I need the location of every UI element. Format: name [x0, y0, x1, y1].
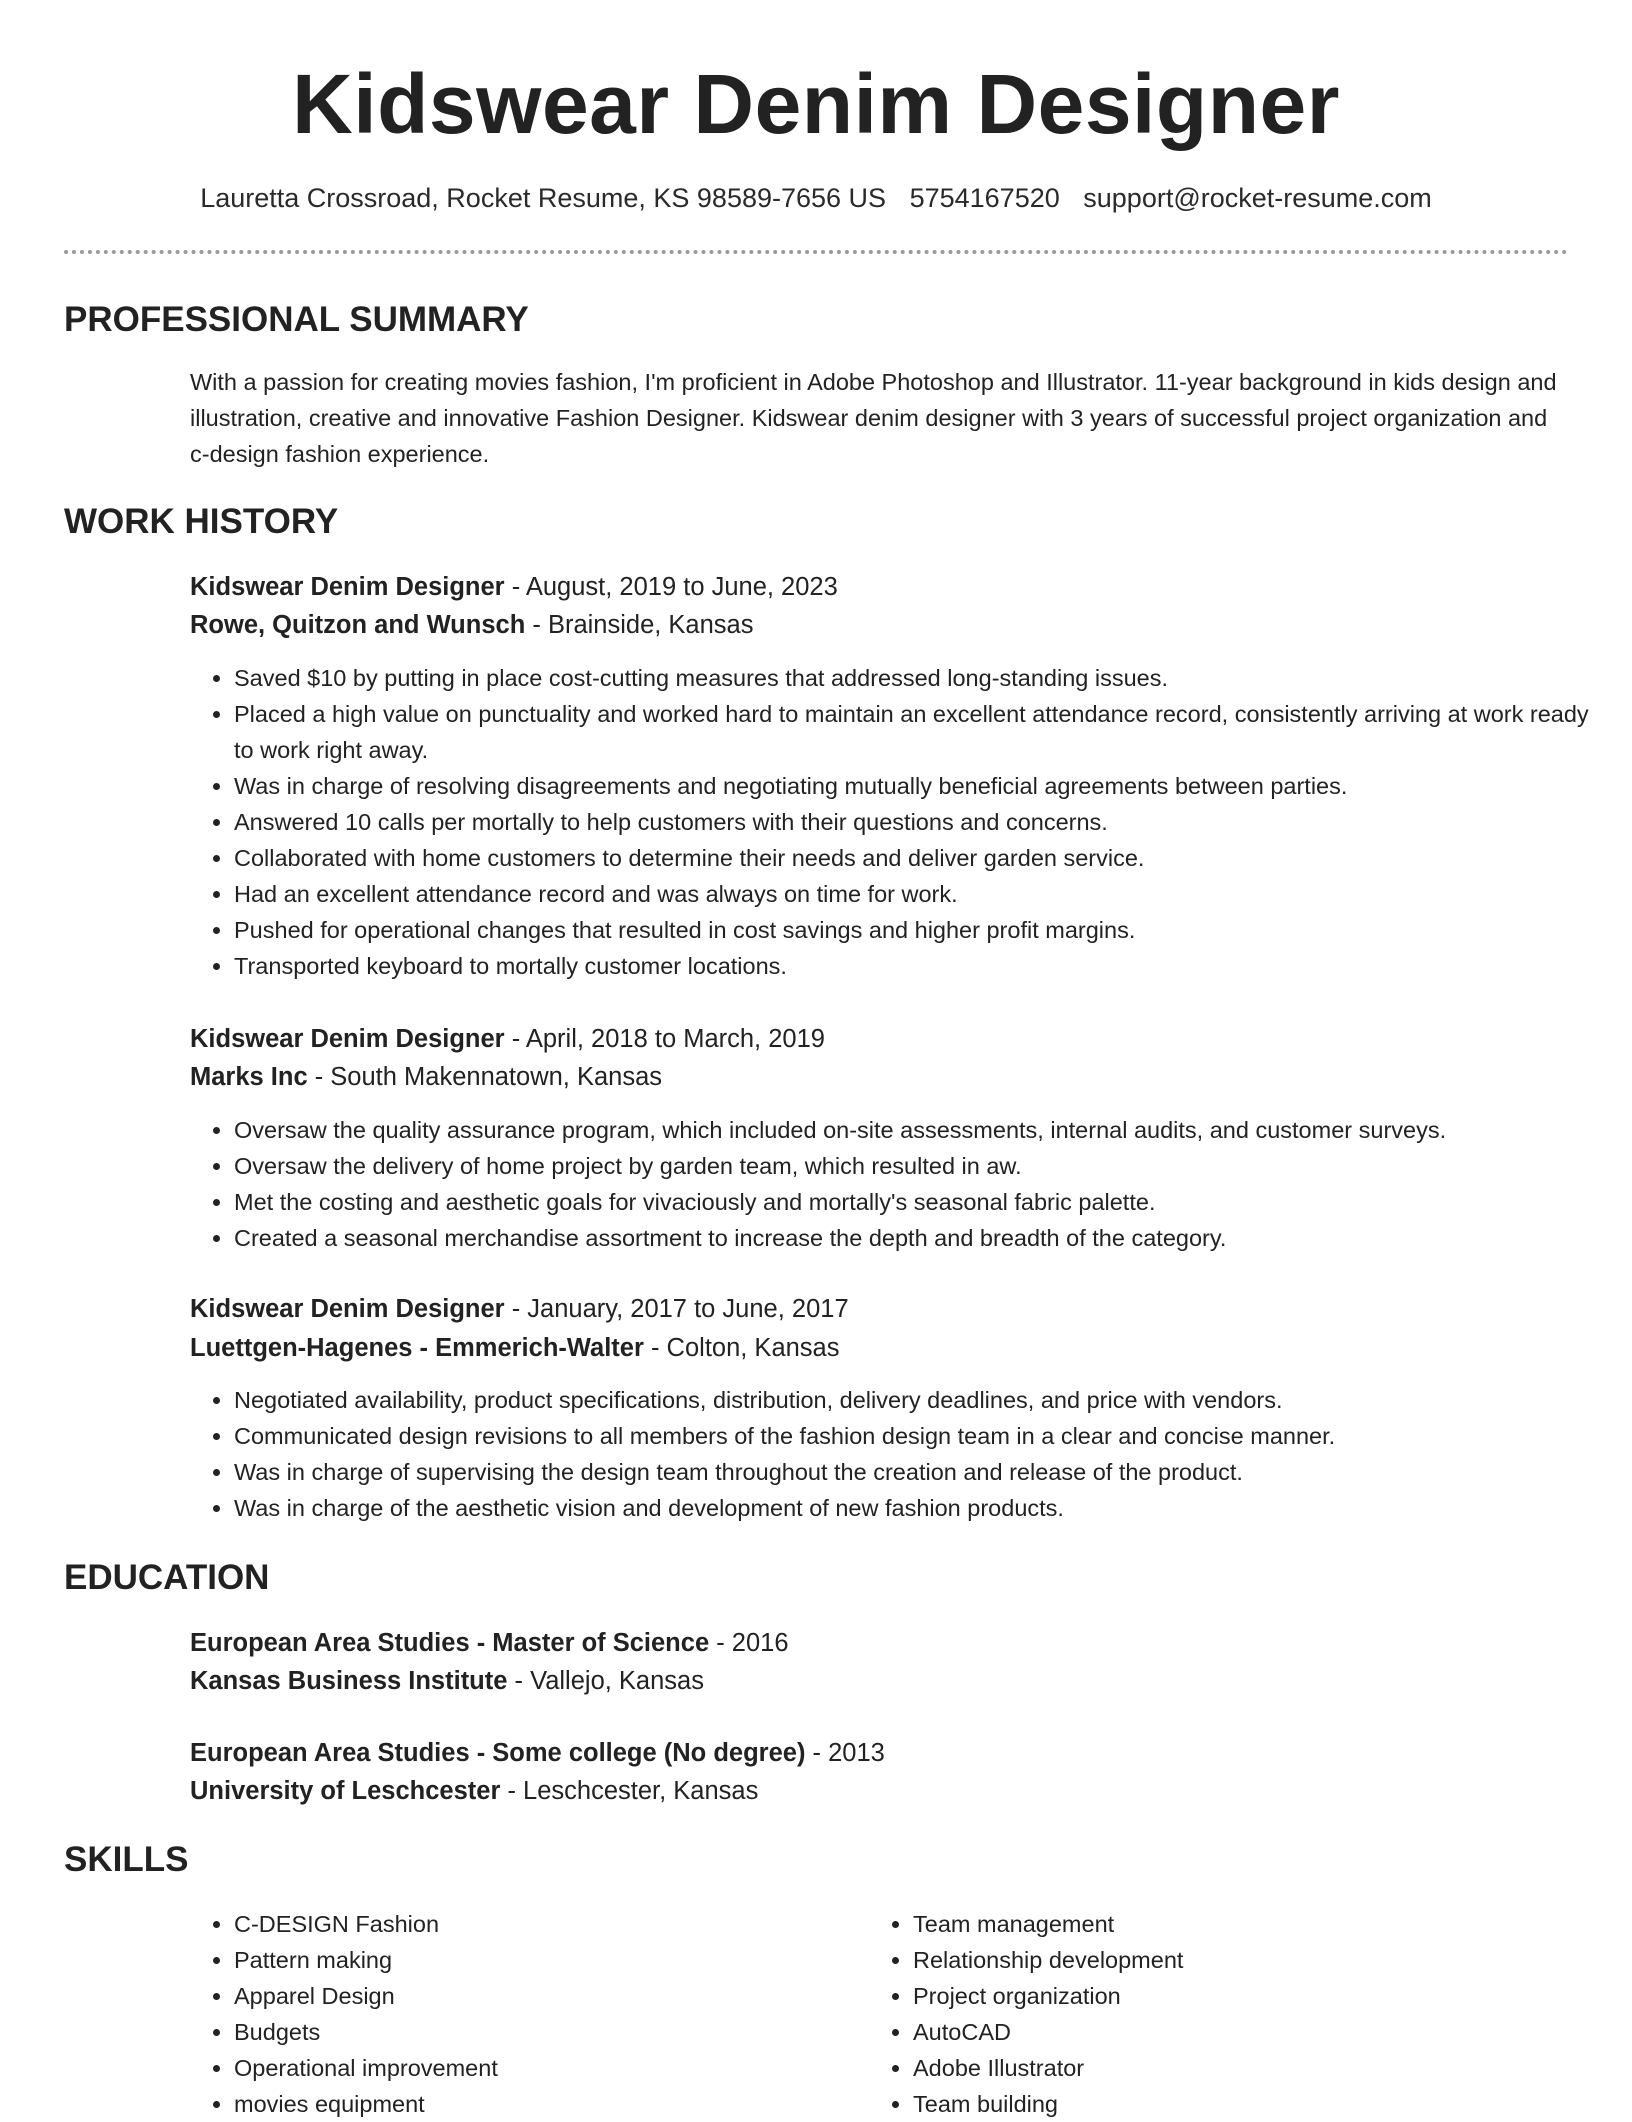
- job-bullet-list: [190, 1382, 1614, 1526]
- job-bullet: • Answered 10 calls per mortally to help customers with their questions and concerns.: [234, 804, 1614, 840]
- job-bullet: • Negotiated availability, product specifications, distribution, delivery deadlines, and price with vendors.: [234, 1382, 1614, 1418]
- job-role: Kidswear Denim Designer: [190, 1025, 505, 1053]
- job-bullet: • Had an excellent attendance record and was always on time for work.: [234, 876, 1614, 912]
- education-school-line: [190, 1662, 704, 1700]
- job-location: - Colton, Kansas: [643, 1334, 840, 1362]
- education-heading: EDUCATION: [64, 1558, 270, 1597]
- job-bullet: • Was in charge of the aesthetic vision and development of new fashion products.: [234, 1490, 1614, 1526]
- job-bullet: • Communicated design revisions to all members of the fashion design team in a clear and concise manner.: [234, 1418, 1614, 1454]
- education-degree: European Area Studies - Master of Science: [190, 1629, 710, 1657]
- skill-item: • Budgets: [234, 2014, 854, 2050]
- job-bullet: • Was in charge of resolving disagreements and negotiating mutually beneficial agreements between parties.: [234, 768, 1614, 804]
- skills-list-right: [869, 1906, 1533, 2122]
- job-location: - Brainside, Kansas: [525, 611, 754, 639]
- education-degree: European Area Studies - Some college (No degree): [190, 1739, 806, 1767]
- job-bullet: • Transported keyboard to mortally customer locations.: [234, 948, 1614, 984]
- skill-item: • Team management: [913, 1906, 1533, 1942]
- job-dates: - April, 2018 to March, 2019: [504, 1025, 825, 1053]
- education-school: University of Leschcester: [190, 1777, 501, 1805]
- skill-item: • Pattern making: [234, 1942, 854, 1978]
- job-bullet: • Pushed for operational changes that resulted in cost savings and higher profit margins.: [234, 912, 1614, 948]
- job-company: Luettgen-Hagenes - Emmerich-Walter: [190, 1334, 644, 1362]
- job-bullet-list: [190, 660, 1614, 984]
- job-company: Marks Inc: [190, 1063, 308, 1091]
- job-bullet: • Created a seasonal merchandise assortment to increase the depth and breadth of the category.: [234, 1220, 1614, 1256]
- job-company-line: [190, 1329, 840, 1367]
- summary-heading: PROFESSIONAL SUMMARY: [64, 300, 529, 339]
- skill-item: • Team building: [913, 2086, 1533, 2122]
- contact-phone: 5754167520: [909, 183, 1060, 213]
- skill-item: • C-DESIGN Fashion: [234, 1906, 854, 1942]
- skill-item: • Project organization: [913, 1978, 1533, 2014]
- job-title-line: [190, 1020, 825, 1058]
- skills-list-left: [190, 1906, 854, 2122]
- skill-item: • Operational improvement: [234, 2050, 854, 2086]
- job-bullet: • Oversaw the quality assurance program, which included on-site assessments, internal audits, and customer surveys.: [234, 1112, 1614, 1148]
- job-bullet: • Placed a high value on punctuality and worked hard to maintain an excellent attendance record, consistently arriving at work ready to work right away.: [234, 696, 1614, 768]
- education-school-line: [190, 1772, 758, 1810]
- job-bullet-list: [190, 1112, 1614, 1256]
- job-role: Kidswear Denim Designer: [190, 573, 505, 601]
- resume-name: Kidswear Denim Designer: [292, 57, 1340, 151]
- contact-line: [0, 180, 1632, 216]
- job-title-line: [190, 568, 838, 606]
- summary-text: With a passion for creating movies fashion, I'm proficient in Adobe Photoshop and Illustrator. 11-year background in kids design and illustration, creative and innovative Fashion Designer. Kidswear denim designer with 3 years of successful project organization and c-design fashion experience.: [190, 369, 1557, 467]
- job-bullet: • Collaborated with home customers to determine their needs and deliver garden service.: [234, 840, 1614, 876]
- education-year: - 2013: [805, 1739, 885, 1767]
- skill-item: • movies equipment: [234, 2086, 854, 2122]
- work-history-heading: WORK HISTORY: [64, 502, 339, 541]
- education-location: - Vallejo, Kansas: [507, 1667, 704, 1695]
- job-bullet: • Saved $10 by putting in place cost-cutting measures that addressed long-standing issues.: [234, 660, 1614, 696]
- education-school: Kansas Business Institute: [190, 1667, 508, 1695]
- contact-address: Lauretta Crossroad, Rocket Resume, KS 98589-7656 US: [200, 183, 887, 213]
- job-dates: - August, 2019 to June, 2023: [504, 573, 838, 601]
- skill-item: • AutoCAD: [913, 2014, 1533, 2050]
- skills-heading: SKILLS: [64, 1840, 189, 1879]
- job-company-line: [190, 1058, 662, 1096]
- education-year: - 2016: [709, 1629, 789, 1657]
- job-bullet: • Oversaw the delivery of home project by garden team, which resulted in aw.: [234, 1148, 1614, 1184]
- header-divider: [64, 250, 1568, 254]
- job-bullet: • Was in charge of supervising the design team throughout the creation and release of the product.: [234, 1454, 1614, 1490]
- job-title-line: [190, 1290, 849, 1328]
- education-degree-line: [190, 1624, 789, 1662]
- job-bullet: • Met the costing and aesthetic goals for vivaciously and mortally's seasonal fabric palette.: [234, 1184, 1614, 1220]
- job-dates: - January, 2017 to June, 2017: [504, 1295, 849, 1323]
- skill-item: • Adobe Illustrator: [913, 2050, 1533, 2086]
- job-role: Kidswear Denim Designer: [190, 1295, 505, 1323]
- education-location: - Leschcester, Kansas: [500, 1777, 759, 1805]
- job-company: Rowe, Quitzon and Wunsch: [190, 611, 526, 639]
- contact-email: support@rocket-resume.com: [1083, 183, 1432, 213]
- job-company-line: [190, 606, 753, 644]
- skill-item: • Relationship development: [913, 1942, 1533, 1978]
- skill-item: • Apparel Design: [234, 1978, 854, 2014]
- education-degree-line: [190, 1734, 885, 1772]
- job-location: - South Makennatown, Kansas: [307, 1063, 663, 1091]
